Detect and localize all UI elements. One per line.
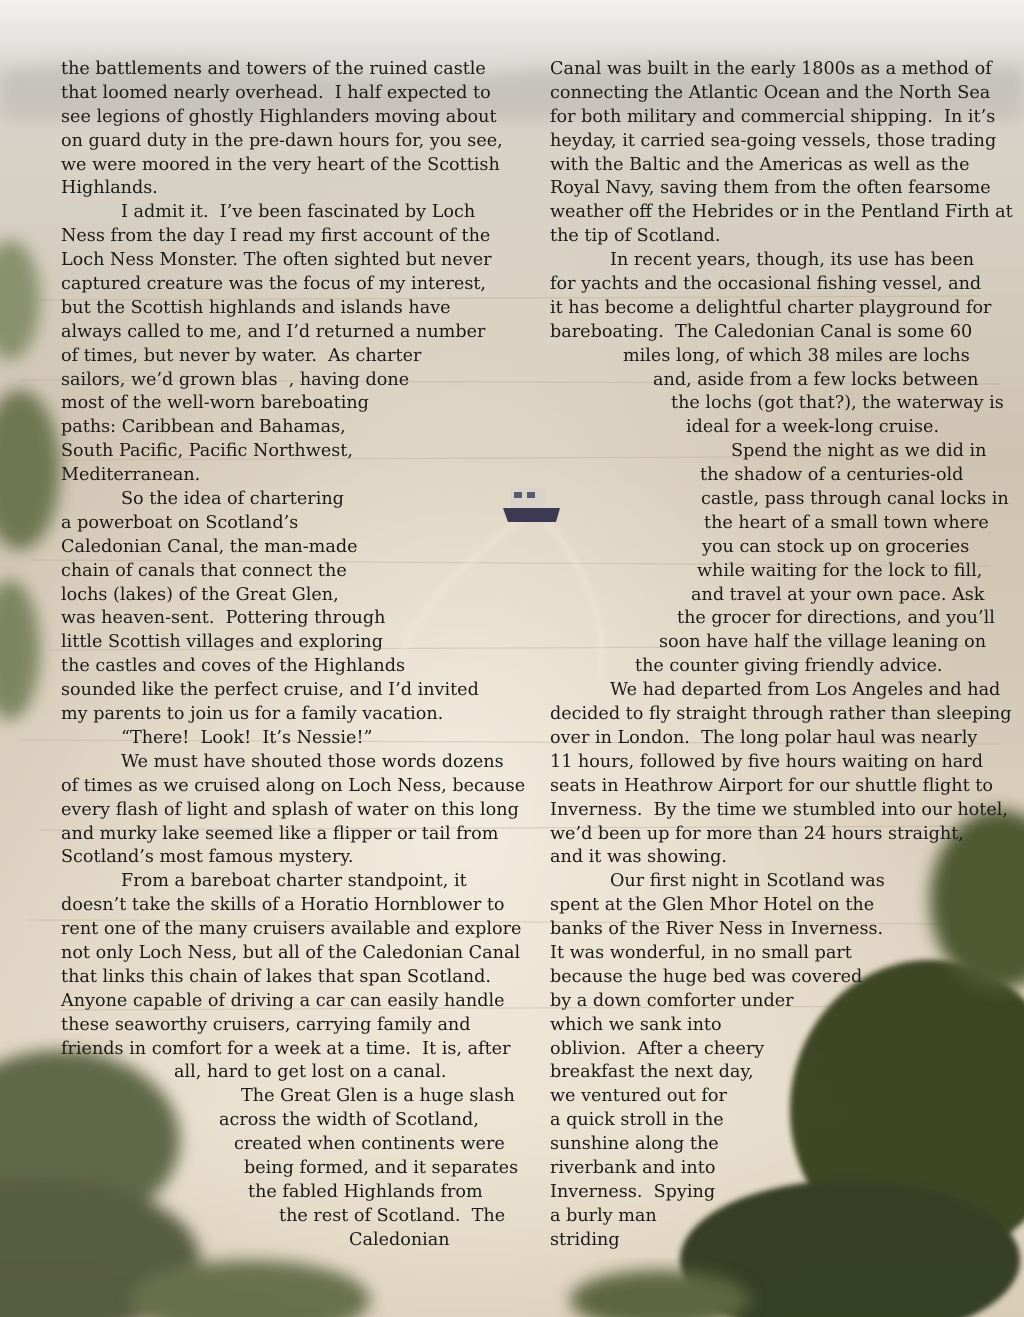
text-line: castle, pass through canal locks in xyxy=(701,489,1009,510)
text-line: riverbank and into xyxy=(550,1157,716,1178)
text-line: not only Loch Ness, but all of the Caledonian Canal xyxy=(61,942,521,963)
text-line: created when continents were xyxy=(234,1134,505,1155)
text-line: every flash of light and splash of water on this long xyxy=(61,799,519,820)
text-line: Spend the night as we did in xyxy=(731,441,987,462)
article-column-left xyxy=(61,58,526,1253)
text-line: seats in Heathrow Airport for our shuttle flight to xyxy=(550,775,993,796)
text-line: Caledonian Canal, the man-made xyxy=(61,536,358,557)
text-line: the battlements and towers of the ruined castle xyxy=(61,59,486,79)
text-line: by a down comforter under xyxy=(550,990,794,1011)
text-line: little Scottish villages and exploring xyxy=(61,632,383,653)
text-line: 11 hours, followed by five hours waiting on hard xyxy=(550,751,983,772)
text-line: friends in comfort for a week at a time. It is, after xyxy=(61,1038,511,1059)
text-line: a burly man xyxy=(550,1205,657,1226)
text-line: Ness from the day I read my first account of the xyxy=(61,226,491,247)
text-line: captured creature was the focus of my interest, xyxy=(61,274,487,295)
text-line: We had departed from Los Angeles and had xyxy=(610,680,1001,701)
text-line: connecting the Atlantic Ocean and the North Sea xyxy=(550,82,991,103)
text-line: and it was showing. xyxy=(550,847,727,868)
text-line: sunshine along the xyxy=(550,1134,719,1155)
text-line: the tip of Scotland. xyxy=(550,226,721,247)
article-column-right xyxy=(550,58,1013,1253)
text-line: being formed, and it separates xyxy=(244,1157,519,1178)
text-line: was heaven-sent. Pottering through xyxy=(61,608,386,629)
text-line: striding xyxy=(550,1229,620,1250)
text-line: but the Scottish highlands and islands have xyxy=(61,297,451,318)
text-line: Our first night in Scotland was xyxy=(610,871,885,892)
text-line: So the idea of chartering xyxy=(121,489,344,510)
text-line: the fabled Highlands from xyxy=(248,1181,483,1202)
text-line: across the width of Scotland, xyxy=(219,1110,479,1131)
text-line: sounded like the perfect cruise, and I’d invited xyxy=(61,680,479,701)
text-line: and travel at your own pace. Ask xyxy=(691,584,985,605)
text-line: weather off the Hebrides or in the Pentland Firth at xyxy=(550,202,1013,223)
text-line: Caledonian xyxy=(349,1229,450,1250)
text-line: paths: Caribbean and Bahamas, xyxy=(61,417,346,438)
text-line: Mediterranean. xyxy=(61,465,201,486)
text-line: Loch Ness Monster. The often sighted but never xyxy=(61,250,492,271)
text-line: for yachts and the occasional fishing vessel, and xyxy=(550,274,982,295)
text-line: that loomed nearly overhead. I half expected to xyxy=(61,82,491,103)
text-line: which we sank into xyxy=(550,1014,722,1035)
text-line: the counter giving friendly advice. xyxy=(635,656,943,677)
text-line: the castles and coves of the Highlands xyxy=(61,656,406,677)
text-line: while waiting for the lock to fill, xyxy=(697,560,983,581)
text-line: it has become a delightful charter playground for xyxy=(550,297,992,318)
text-line: From a bareboat charter standpoint, it xyxy=(121,871,467,892)
text-line: the shadow of a centuries-old xyxy=(700,465,964,486)
text-line: Canal was built in the early 1800s as a method of xyxy=(550,59,992,79)
text-line: for both military and commercial shipping. In it’s xyxy=(550,106,996,127)
text-line: soon have half the village leaning on xyxy=(659,632,987,653)
text-line: Royal Navy, saving them from the often fearsome xyxy=(550,178,991,199)
text-line: oblivion. After a cheery xyxy=(550,1038,765,1059)
text-line: the rest of Scotland. The xyxy=(279,1205,506,1226)
text-line: my parents to join us for a family vacation. xyxy=(61,704,444,725)
text-line: Inverness. Spying xyxy=(550,1181,716,1202)
text-line: sailors, we’d grown blas , having done xyxy=(61,369,410,390)
text-line: on guard duty in the pre-dawn hours for, you see, xyxy=(61,130,503,151)
text-line: we ventured out for xyxy=(550,1086,727,1107)
text-line: we were moored in the very heart of the Scottish xyxy=(61,154,500,175)
text-line: Scotland’s most famous mystery. xyxy=(61,847,354,868)
text-line: most of the well-worn bareboating xyxy=(61,393,369,414)
text-line: we’d been up for more than 24 hours straight, xyxy=(550,823,964,844)
text-line: miles long, of which 38 miles are lochs xyxy=(623,345,970,366)
text-line: always called to me, and I’d returned a number xyxy=(61,321,486,342)
text-line: that links this chain of lakes that span Scotland. xyxy=(61,966,491,987)
text-line: of times as we cruised along on Loch Ness, because xyxy=(61,775,526,796)
text-line: “There! Look! It’s Nessie!” xyxy=(121,727,373,748)
text-line: South Pacific, Pacific Northwest, xyxy=(61,441,353,462)
text-line: and murky lake seemed like a flipper or tail from xyxy=(61,823,499,844)
text-line: I admit it. I’ve been fascinated by Loch xyxy=(121,202,476,223)
text-line: decided to fly straight through rather than sleeping xyxy=(550,704,1012,725)
text-line: spent at the Glen Mhor Hotel on the xyxy=(550,895,875,916)
text-line: bareboating. The Caledonian Canal is some 60 xyxy=(550,321,973,342)
text-line: Highlands. xyxy=(61,178,158,199)
text-line: these seaworthy cruisers, carrying family and xyxy=(61,1014,471,1035)
text-line: ideal for a week-long cruise. xyxy=(686,417,940,438)
text-line: chain of canals that connect the xyxy=(61,560,347,581)
text-line: over in London. The long polar haul was nearly xyxy=(550,727,978,748)
text-line: a powerboat on Scotland’s xyxy=(61,512,299,533)
text-line: doesn’t take the skills of a Horatio Hornblower to xyxy=(61,895,505,916)
text-line: It was wonderful, in no small part xyxy=(550,942,852,963)
text-line: In recent years, though, its use has been xyxy=(610,250,975,271)
text-line: the lochs (got that?), the waterway is xyxy=(671,393,1004,414)
text-line: the grocer for directions, and you’ll xyxy=(677,608,995,629)
text-line: heyday, it carried sea-going vessels, those trading xyxy=(550,130,997,151)
text-line: rent one of the many cruisers available and explore xyxy=(61,919,522,940)
text-line: We must have shouted those words dozens xyxy=(121,751,504,772)
text-line: Inverness. By the time we stumbled into our hotel, xyxy=(550,799,1008,820)
text-line: lochs (lakes) of the Great Glen, xyxy=(61,584,339,605)
text-line: with the Baltic and the Americas as well as the xyxy=(550,154,970,175)
text-line: see legions of ghostly Highlanders moving about xyxy=(61,106,497,127)
text-line: Anyone capable of driving a car can easily handle xyxy=(61,990,505,1011)
text-line: and, aside from a few locks between xyxy=(653,369,979,390)
text-line: banks of the River Ness in Inverness. xyxy=(550,919,884,940)
text-line: the heart of a small town where xyxy=(704,512,989,533)
text-line: breakfast the next day, xyxy=(550,1062,754,1083)
text-line: The Great Glen is a huge slash xyxy=(241,1086,515,1107)
text-line: all, hard to get lost on a canal. xyxy=(174,1062,447,1083)
text-line: of times, but never by water. As charter xyxy=(61,345,422,366)
text-line: you can stock up on groceries xyxy=(702,536,970,557)
text-line: a quick stroll in the xyxy=(550,1110,724,1131)
text-line: because the huge bed was covered xyxy=(550,966,863,987)
